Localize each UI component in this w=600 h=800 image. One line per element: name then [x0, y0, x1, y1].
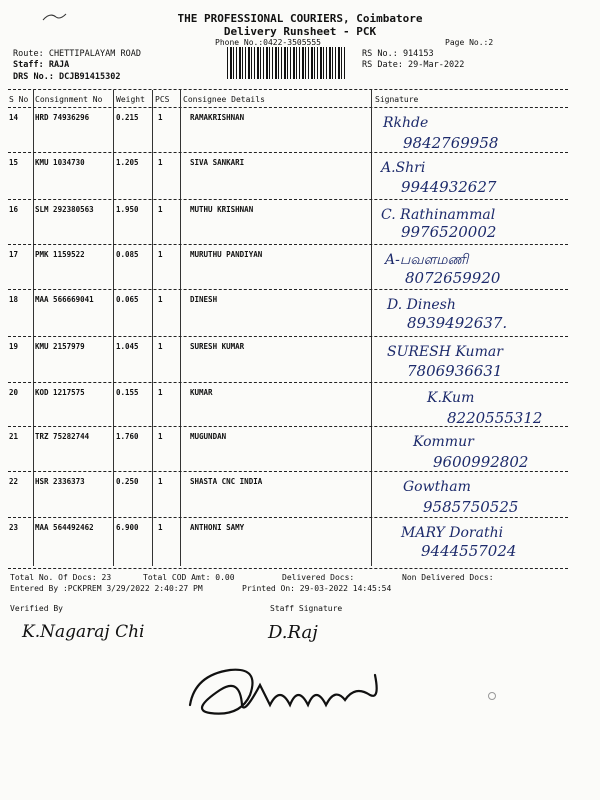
row-consignment-no: KMU 2157979 [35, 342, 85, 351]
row-weight: 0.250 [116, 477, 139, 486]
row-weight: 0.215 [116, 113, 139, 122]
row-sno: 20 [9, 388, 19, 397]
column-divider [180, 90, 181, 566]
stamp-dot [488, 692, 496, 700]
row-signature-phone: 9944932627 [401, 178, 497, 196]
row-divider [8, 471, 568, 472]
row-signature-phone: 8220555312 [447, 409, 543, 427]
total-docs: Total No. Of Docs: 23 [10, 573, 112, 582]
row-signature-name: D. Dinesh [387, 297, 456, 313]
row-weight: 0.085 [116, 250, 139, 259]
company-title: THE PROFESSIONAL COURIERS, Coimbatore [177, 12, 423, 25]
footer-rule [8, 568, 568, 569]
row-signature-phone: 9976520002 [401, 223, 497, 241]
row-consignee: SURESH KUMAR [190, 342, 245, 351]
row-sno: 23 [9, 523, 19, 532]
col-header-pcs: PCS [155, 95, 170, 104]
row-consignment-no: SLM 292380563 [35, 205, 94, 214]
phone-number: Phone No.:0422-3505555 [215, 38, 321, 47]
row-consignment-no: MAA 566669041 [35, 295, 94, 304]
row-sno: 19 [9, 342, 19, 351]
row-signature-phone: 8072659920 [405, 269, 501, 287]
row-consignee: SIVA SANKARI [190, 158, 245, 167]
staff-signature-label: Staff Signature [270, 604, 343, 613]
row-signature-name: Rkhde [383, 115, 429, 131]
row-sno: 14 [9, 113, 19, 122]
row-pcs: 1 [158, 477, 163, 486]
total-cod: Total COD Amt: 0.00 [143, 573, 235, 582]
row-pcs: 1 [158, 205, 163, 214]
row-signature-name: Kommur [413, 434, 474, 450]
rs-date: RS Date: 29-Mar-2022 [362, 60, 465, 70]
row-pcs: 1 [158, 523, 163, 532]
column-divider [152, 90, 153, 566]
column-divider [371, 90, 372, 566]
row-sno: 18 [9, 295, 19, 304]
col-header-weight: Weight [116, 95, 145, 104]
header-rule-top [8, 89, 568, 90]
route-label: Route: CHETTIPALAYAM ROAD [13, 49, 141, 59]
row-divider [8, 244, 568, 245]
row-signature-phone: 9444557024 [421, 542, 517, 560]
col-header-sno: S No [9, 95, 29, 104]
row-consignment-no: HSR 2336373 [35, 477, 85, 486]
row-consignee: SHASTA CNC INDIA [190, 477, 263, 486]
row-consignment-no: HRD 74936296 [35, 113, 90, 122]
printed-on: Printed On: 29-03-2022 14:45:54 [242, 584, 392, 593]
col-header-signature: Signature [375, 95, 419, 104]
row-sno: 17 [9, 250, 19, 259]
entered-by: Entered By :PCKPREM 3/29/2022 2:40:27 PM [10, 584, 203, 593]
col-header-consignment: Consignment No [35, 95, 103, 104]
row-signature-name: K.Kum [427, 390, 475, 406]
authorised-signature [240, 672, 342, 705]
row-sno: 22 [9, 477, 19, 486]
row-pcs: 1 [158, 158, 163, 167]
row-sno: 15 [9, 158, 19, 167]
row-consignee: ANTHONI SAMY [190, 523, 245, 532]
delivered-docs: Delivered Docs: [282, 573, 355, 582]
row-signature-name: SURESH Kumar [387, 344, 503, 360]
row-consignee: KUMAR [190, 388, 213, 397]
row-weight: 1.760 [116, 432, 139, 441]
row-signature-name: Gowtham [403, 479, 471, 495]
row-weight: 1.950 [116, 205, 139, 214]
row-consignee: DINESH [190, 295, 218, 304]
row-weight: 0.065 [116, 295, 139, 304]
row-divider [8, 152, 568, 153]
staff-signature: D.Raj [268, 622, 318, 643]
row-consignee: RAMAKRISHNAN [190, 113, 245, 122]
verified-by-label: Verified By [10, 604, 63, 613]
row-pcs: 1 [158, 342, 163, 351]
non-delivered-docs: Non Delivered Docs: [402, 573, 494, 582]
row-pcs: 1 [158, 388, 163, 397]
runsheet-title: Delivery Runsheet - PCK [223, 25, 377, 38]
row-signature-phone: 7806936631 [407, 362, 503, 380]
row-weight: 6.900 [116, 523, 139, 532]
row-divider [8, 336, 568, 337]
row-divider [8, 199, 568, 200]
row-pcs: 1 [158, 432, 163, 441]
row-signature-name: A-பவளமணி [385, 252, 469, 268]
rs-number: RS No.: 914153 [362, 49, 434, 59]
column-divider [33, 90, 34, 566]
verifier-signature: K.Nagaraj Chi [22, 622, 145, 642]
row-consignment-no: PMK 1159522 [35, 250, 85, 259]
column-divider [113, 90, 114, 566]
col-header-consignee: Consignee Details [183, 95, 265, 104]
row-signature-name: C. Rathinammal [381, 207, 496, 223]
row-consignment-no: KMU 1034730 [35, 158, 85, 167]
row-divider [8, 382, 568, 383]
row-pcs: 1 [158, 295, 163, 304]
row-pcs: 1 [158, 113, 163, 122]
row-weight: 0.155 [116, 388, 139, 397]
row-consignee: MURUTHU PANDIYAN [190, 250, 263, 259]
page-number: Page No.:2 [445, 38, 494, 47]
row-signature-phone: 9600992802 [433, 453, 529, 471]
row-sno: 16 [9, 205, 19, 214]
row-sno: 21 [9, 432, 19, 441]
barcode [227, 47, 345, 79]
row-divider [8, 289, 568, 290]
row-signature-name: MARY Dorathi [401, 525, 504, 541]
row-signature-phone: 8939492637. [407, 314, 508, 332]
row-consignee: MUTHU KRISHNAN [190, 205, 254, 214]
row-divider [8, 517, 568, 518]
row-weight: 1.205 [116, 158, 139, 167]
row-divider [8, 426, 568, 427]
row-consignee: MUGUNDAN [190, 432, 227, 441]
row-signature-phone: 9842769958 [403, 134, 499, 152]
staff-label: Staff: RAJA [13, 60, 70, 70]
row-weight: 1.045 [116, 342, 139, 351]
row-consignment-no: KOD 1217575 [35, 388, 85, 397]
row-pcs: 1 [158, 250, 163, 259]
row-consignment-no: TRZ 75282744 [35, 432, 90, 441]
row-consignment-no: MAA 564492462 [35, 523, 94, 532]
row-signature-name: A.Shri [381, 160, 426, 176]
header-rule-bottom [8, 107, 568, 108]
drs-number: DRS No.: DCJB91415302 [13, 72, 121, 82]
row-signature-phone: 9585750525 [423, 498, 519, 516]
